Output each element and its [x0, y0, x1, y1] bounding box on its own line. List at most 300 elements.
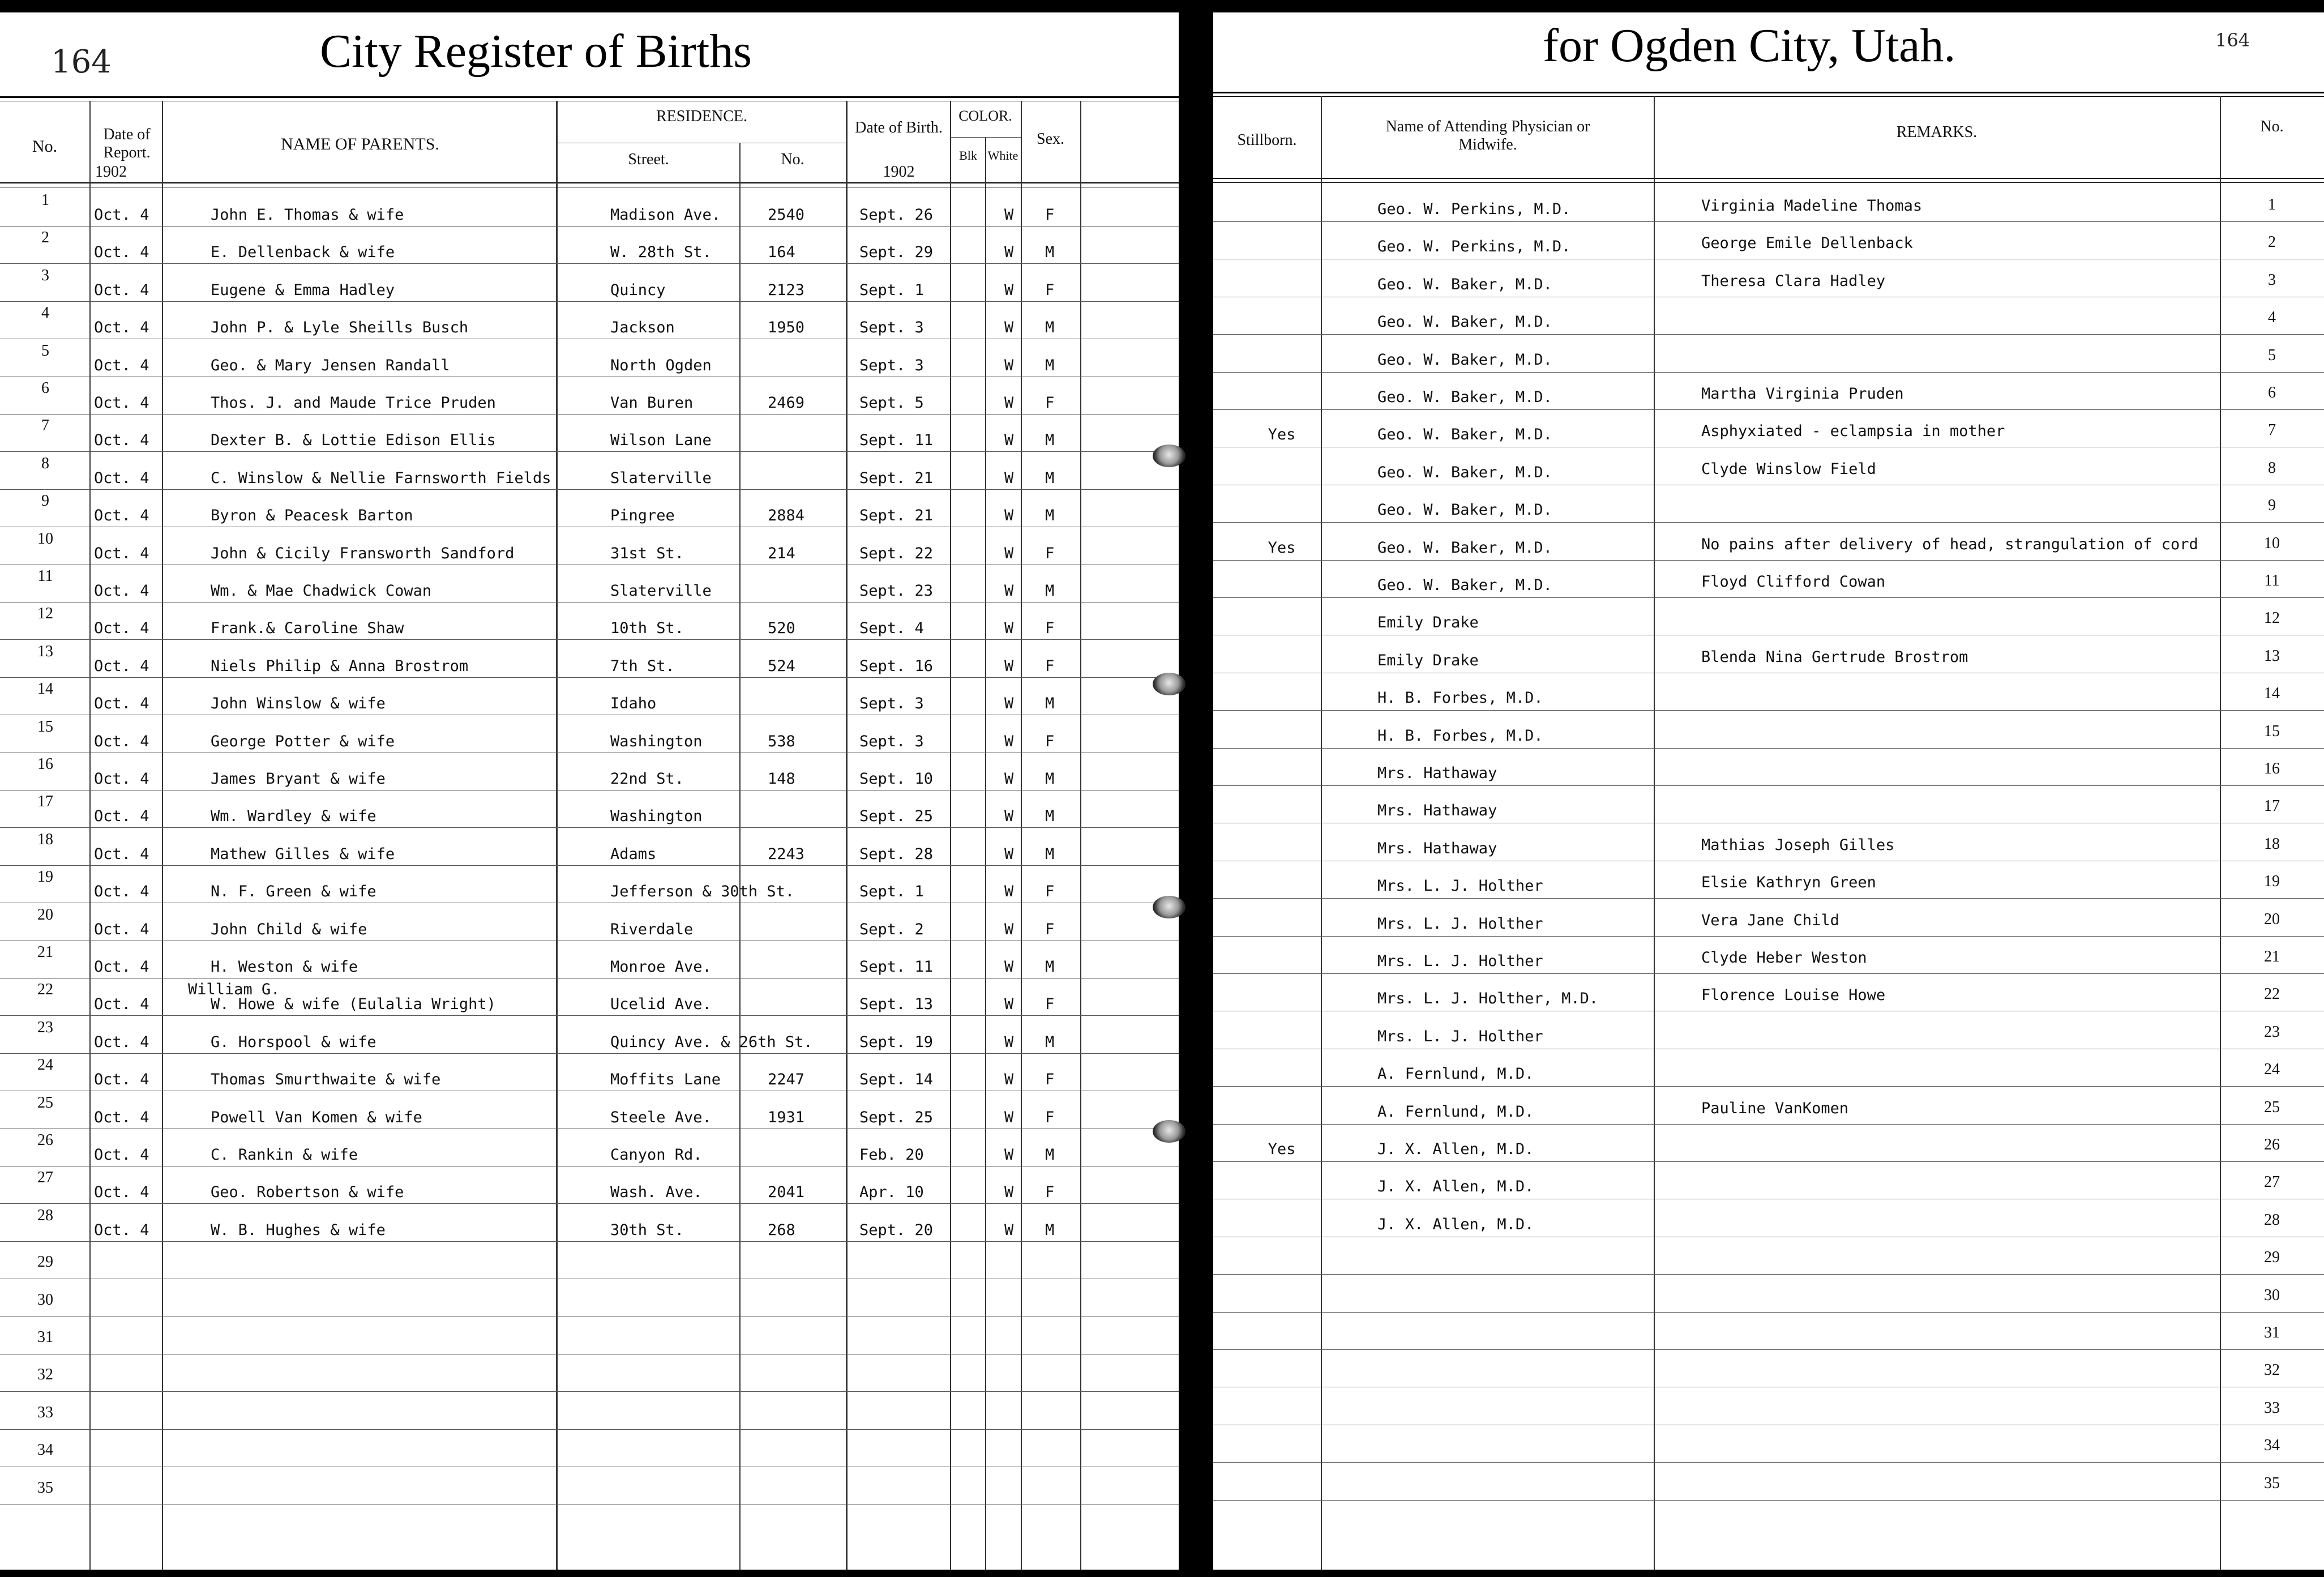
row-number: 17	[37, 793, 53, 811]
house-number: 1950	[768, 319, 805, 337]
table-row	[0, 790, 1179, 828]
table-row	[1213, 185, 2324, 222]
color-value: W	[1004, 1108, 1014, 1126]
row-number: 10	[2264, 534, 2280, 552]
color-value: W	[1004, 883, 1014, 901]
table-row	[1213, 485, 2324, 523]
row-number: 21	[2264, 948, 2280, 965]
parents-name: John P. & Lyle Sheills Busch	[211, 319, 469, 337]
birth-date: Sept. 20	[859, 1221, 934, 1239]
table-row	[0, 602, 1179, 640]
table-row	[0, 302, 1179, 339]
street: Slaterville	[610, 582, 712, 600]
remarks-text: Martha Virginia Pruden	[1701, 385, 1904, 403]
header-color: COLOR.	[958, 108, 1012, 124]
sex-value: F	[1045, 1071, 1055, 1089]
table-row	[1213, 448, 2324, 485]
table-row	[1213, 1275, 2324, 1313]
report-date: Oct. 4	[94, 695, 149, 713]
row-number: 8	[2268, 459, 2276, 477]
parents-name: N. F. Green & wife	[211, 883, 376, 901]
row-rule	[1213, 1500, 2324, 1501]
binding-hole	[1153, 673, 1185, 695]
table-row	[0, 1016, 1179, 1054]
report-date: Oct. 4	[94, 356, 149, 374]
table-row	[1213, 1162, 2324, 1199]
row-number: 25	[37, 1093, 53, 1112]
remarks-text: Mathias Joseph Gilles	[1701, 836, 1895, 854]
parents-name: John Child & wife	[211, 920, 367, 938]
table-row	[0, 340, 1179, 377]
report-date: Oct. 4	[94, 281, 149, 299]
row-number: 20	[2264, 910, 2280, 928]
row-number: 3	[2268, 271, 2276, 289]
header-bottom-rule	[0, 182, 1179, 183]
physician-name: Mrs. Hathaway	[1377, 839, 1497, 857]
color-value: W	[1004, 582, 1014, 600]
table-row	[1213, 824, 2324, 861]
parents-name: E. Dellenback & wife	[211, 243, 395, 262]
physician-name: Geo. W. Baker, M.D.	[1377, 351, 1552, 369]
report-date: Oct. 4	[94, 469, 149, 487]
sex-value: M	[1045, 507, 1055, 525]
physician-name: Geo. W. Baker, M.D.	[1377, 501, 1552, 519]
header-report-year: 1902	[95, 163, 127, 181]
row-number: 26	[37, 1131, 53, 1149]
color-value: W	[1004, 1183, 1014, 1202]
stillborn-value: Yes	[1268, 1140, 1296, 1158]
table-row	[1213, 1200, 2324, 1237]
sex-value: F	[1045, 1108, 1055, 1126]
row-number: 11	[37, 567, 53, 585]
parents-name: Powell Van Komen & wife	[211, 1108, 422, 1126]
row-number: 5	[2268, 346, 2276, 364]
row-number: 19	[2264, 873, 2280, 891]
color-value: W	[1004, 958, 1014, 976]
table-row	[1213, 786, 2324, 823]
parents-name: H. Weston & wife	[211, 958, 358, 976]
report-date: Oct. 4	[94, 1108, 149, 1126]
row-number: 19	[37, 868, 53, 886]
row-number: 26	[2264, 1136, 2280, 1153]
report-date: Oct. 4	[94, 883, 149, 901]
header-birth-year: 1902	[883, 163, 915, 181]
table-row	[0, 1280, 1179, 1317]
row-number: 4	[41, 304, 49, 322]
remarks-text: Clyde Winslow Field	[1701, 460, 1876, 478]
row-number: 11	[2264, 572, 2280, 589]
remarks-text: Elsie Kathryn Green	[1701, 874, 1876, 892]
color-value: W	[1004, 394, 1014, 412]
physician-name: Emily Drake	[1377, 651, 1479, 669]
table-row	[0, 753, 1179, 790]
row-number: 27	[2264, 1173, 2280, 1191]
row-number: 15	[37, 717, 53, 736]
sex-value: M	[1045, 1033, 1055, 1051]
parents-name: Wm. Wardley & wife	[211, 807, 376, 826]
color-value: W	[1004, 243, 1014, 262]
report-date: Oct. 4	[94, 243, 149, 262]
table-row	[1213, 1012, 2324, 1049]
table-row	[1213, 598, 2324, 635]
table-row	[0, 264, 1179, 302]
stillborn-value: Yes	[1268, 426, 1296, 444]
birth-date: Sept. 26	[859, 206, 934, 224]
street: W. 28th St.	[610, 243, 712, 262]
row-number: 14	[37, 680, 53, 698]
physician-name: Geo. W. Baker, M.D.	[1377, 275, 1552, 293]
physician-name: Geo. W. Baker, M.D.	[1377, 426, 1552, 444]
header-stillborn: Stillborn.	[1237, 131, 1297, 149]
row-number: 22	[37, 981, 53, 999]
report-date: Oct. 4	[94, 507, 149, 525]
row-number: 23	[2264, 1023, 2280, 1041]
birth-date: Sept. 11	[859, 958, 934, 976]
sex-value: F	[1045, 995, 1055, 1014]
binding-hole	[1153, 896, 1185, 918]
color-value: W	[1004, 206, 1014, 224]
color-value: W	[1004, 845, 1014, 863]
color-value: W	[1004, 356, 1014, 374]
sex-value: F	[1045, 920, 1055, 938]
parents-name: Thos. J. and Maude Trice Pruden	[211, 394, 496, 412]
physician-name: Geo. W. Perkins, M.D.	[1377, 200, 1571, 218]
report-date: Oct. 4	[94, 619, 149, 638]
birth-date: Sept. 14	[859, 1071, 934, 1089]
table-row	[0, 941, 1179, 978]
report-date: Oct. 4	[94, 1183, 149, 1202]
sex-value: F	[1045, 544, 1055, 562]
table-row	[0, 640, 1179, 678]
table-row	[1213, 523, 2324, 561]
sex-value: M	[1045, 243, 1055, 262]
report-date: Oct. 4	[94, 770, 149, 788]
birth-date: Sept. 16	[859, 657, 934, 675]
report-date: Oct. 4	[94, 845, 149, 863]
house-number: 2243	[768, 845, 805, 863]
birth-date: Sept. 25	[859, 1108, 934, 1126]
table-row	[0, 978, 1179, 1016]
table-row	[1213, 1463, 2324, 1501]
street: Washington	[610, 732, 703, 750]
sex-value: F	[1045, 883, 1055, 901]
row-number: 14	[2264, 685, 2280, 703]
header-blk: Blk	[959, 148, 977, 163]
parents-name: G. Horspool & wife	[211, 1033, 376, 1051]
table-row	[1213, 1125, 2324, 1162]
row-number: 29	[37, 1253, 53, 1271]
street: Slaterville	[610, 469, 712, 487]
report-date: Oct. 4	[94, 544, 149, 562]
street: Van Buren	[610, 394, 694, 412]
row-number: 32	[37, 1366, 53, 1384]
birth-date: Sept. 4	[859, 619, 924, 638]
remarks-text: Asphyxiated - eclampsia in mother	[1701, 422, 2005, 441]
street: Quincy Ave. & 26th St.	[610, 1033, 813, 1051]
report-date: Oct. 4	[94, 394, 149, 412]
row-number: 12	[2264, 609, 2280, 627]
physician-name: Mrs. L. J. Holther, M.D.	[1377, 990, 1599, 1008]
table-row	[0, 565, 1179, 602]
street: Quincy	[610, 281, 666, 299]
house-number: 520	[768, 619, 795, 638]
house-number: 214	[768, 544, 795, 562]
parents-name: James Bryant & wife	[211, 770, 386, 788]
table-row	[0, 1468, 1179, 1505]
row-number: 8	[41, 454, 49, 472]
header-residence: RESIDENCE.	[656, 108, 747, 125]
row-number: 10	[37, 529, 53, 548]
house-number: 538	[768, 732, 795, 750]
physician-name: J. X. Allen, M.D.	[1377, 1178, 1534, 1196]
row-number: 16	[2264, 760, 2280, 777]
sex-value: M	[1045, 356, 1055, 374]
row-number: 1	[2268, 196, 2276, 213]
birth-date: Feb. 20	[859, 1146, 924, 1164]
row-number: 34	[37, 1441, 53, 1459]
birth-date: Sept. 22	[859, 544, 934, 562]
birth-date: Sept. 3	[859, 695, 924, 713]
binding-hole	[1153, 445, 1185, 467]
color-value: W	[1004, 319, 1014, 337]
birth-date: Sept. 2	[859, 920, 924, 938]
row-number: 20	[37, 905, 53, 924]
house-number: 2540	[768, 206, 805, 224]
row-number: 22	[2264, 985, 2280, 1003]
row-number: 7	[41, 417, 49, 435]
street: Riverdale	[610, 920, 694, 938]
sex-value: M	[1045, 469, 1055, 487]
street: Monroe Ave.	[610, 958, 712, 976]
report-date: Oct. 4	[94, 732, 149, 750]
table-row	[1213, 711, 2324, 749]
birth-date: Sept. 1	[859, 883, 924, 901]
house-number: 148	[768, 770, 795, 788]
report-date: Oct. 4	[94, 582, 149, 600]
physician-name: Mrs. Hathaway	[1377, 764, 1497, 782]
street: Madison Ave.	[610, 206, 721, 224]
header-name-of-parents: NAME OF PARENTS.	[281, 135, 439, 153]
parents-name: Mathew Gilles & wife	[211, 845, 395, 863]
table-row	[0, 414, 1179, 452]
table-row	[1213, 297, 2324, 335]
street: Idaho	[610, 695, 657, 713]
table-row	[1213, 636, 2324, 673]
color-value: W	[1004, 657, 1014, 675]
parents-name: Geo. Robertson & wife	[211, 1183, 404, 1202]
physician-name: J. X. Allen, M.D.	[1377, 1140, 1534, 1158]
table-row	[0, 1317, 1179, 1354]
row-number: 18	[2264, 835, 2280, 853]
street: Adams	[610, 845, 657, 863]
parents-name: Wm. & Mae Chadwick Cowan	[211, 582, 432, 600]
color-value: W	[1004, 469, 1014, 487]
sex-value: M	[1045, 807, 1055, 826]
right-page-title: for Ogden City, Utah.	[1543, 19, 1956, 72]
parents-name: Frank.& Caroline Shaw	[211, 619, 404, 638]
birth-date: Sept. 3	[859, 319, 924, 337]
row-number: 13	[37, 642, 53, 660]
house-number: 164	[768, 243, 795, 262]
house-number: 2041	[768, 1183, 805, 1202]
house-number: 2123	[768, 281, 805, 299]
street: 10th St.	[610, 619, 684, 638]
row-number: 16	[37, 755, 53, 773]
row-number: 6	[41, 379, 49, 397]
sex-value: M	[1045, 1146, 1055, 1164]
row-number: 15	[2264, 722, 2280, 740]
table-row	[0, 1092, 1179, 1129]
table-row	[1213, 861, 2324, 899]
color-value: W	[1004, 507, 1014, 525]
table-row	[1213, 749, 2324, 786]
table-row	[0, 377, 1179, 414]
birth-date: Apr. 10	[859, 1183, 924, 1202]
parents-name: Byron & Peacesk Barton	[211, 507, 413, 525]
remarks-text: Clyde Heber Weston	[1701, 949, 1867, 967]
row-number: 5	[41, 341, 49, 360]
physician-name: A. Fernlund, M.D.	[1377, 1102, 1534, 1121]
table-row	[1213, 561, 2324, 598]
birth-date: Sept. 28	[859, 845, 934, 863]
sex-value: M	[1045, 319, 1055, 337]
table-row	[1213, 373, 2324, 410]
sex-value: F	[1045, 394, 1055, 412]
report-date: Oct. 4	[94, 657, 149, 675]
parents-name: George Potter & wife	[211, 732, 395, 750]
physician-name: Geo. W. Baker, M.D.	[1377, 576, 1552, 594]
row-number: 23	[37, 1018, 53, 1036]
color-value: W	[1004, 281, 1014, 299]
row-number: 34	[2264, 1437, 2280, 1455]
row-number: 4	[2268, 309, 2276, 327]
street: Washington	[610, 807, 703, 826]
report-date: Oct. 4	[94, 920, 149, 938]
row-number: 18	[37, 830, 53, 848]
birth-date: Sept. 5	[859, 394, 924, 412]
header-top-rule	[0, 96, 1179, 98]
table-row	[1213, 937, 2324, 974]
table-row	[1213, 974, 2324, 1011]
table-row	[0, 866, 1179, 903]
header-sex: Sex.	[1037, 130, 1064, 148]
color-value: W	[1004, 619, 1014, 638]
sex-value: F	[1045, 657, 1055, 675]
row-number: 2	[2268, 233, 2276, 251]
parents-name: Niels Philip & Anna Brostrom	[211, 657, 469, 675]
header-street: Street.	[628, 151, 669, 168]
table-row	[0, 828, 1179, 866]
row-number: 9	[2268, 497, 2276, 515]
color-value: W	[1004, 544, 1014, 562]
table-row	[0, 1392, 1179, 1430]
remarks-text: Virginia Madeline Thomas	[1701, 197, 1923, 215]
street: North Ogden	[610, 356, 712, 374]
street: Pingree	[610, 507, 675, 525]
row-number: 2	[41, 229, 49, 247]
report-date: Oct. 4	[94, 1033, 149, 1051]
row-number: 31	[37, 1328, 53, 1346]
color-value: W	[1004, 995, 1014, 1014]
table-row	[1213, 1087, 2324, 1125]
table-row	[1213, 1388, 2324, 1425]
table-row	[1213, 1237, 2324, 1275]
physician-name: Mrs. L. J. Holther	[1377, 914, 1543, 933]
row-number: 35	[37, 1478, 53, 1497]
row-number: 30	[2264, 1286, 2280, 1304]
row-number: 21	[37, 943, 53, 961]
table-row	[0, 1054, 1179, 1091]
physician-name: Mrs. L. J. Holther	[1377, 877, 1543, 895]
physician-name: Geo. W. Baker, M.D.	[1377, 388, 1552, 406]
remarks-text: Floyd Clifford Cowan	[1701, 573, 1886, 591]
right-register-page	[1213, 12, 2324, 1570]
house-number: 1931	[768, 1108, 805, 1126]
house-number: 2247	[768, 1071, 805, 1089]
row-number: 6	[2268, 384, 2276, 401]
report-date: Oct. 4	[94, 206, 149, 224]
remarks-text: Blenda Nina Gertrude Brostrom	[1701, 648, 1968, 666]
header-date-of-birth: Date of Birth.	[855, 119, 943, 136]
row-number: 25	[2264, 1098, 2280, 1116]
header-white: White	[987, 148, 1018, 163]
physician-name: J. X. Allen, M.D.	[1377, 1215, 1534, 1233]
birth-date: Sept. 25	[859, 807, 934, 826]
row-number: 9	[41, 492, 49, 510]
physician-name: Mrs. Hathaway	[1377, 802, 1497, 820]
report-date: Oct. 4	[94, 431, 149, 450]
color-value: W	[1004, 770, 1014, 788]
color-value: W	[1004, 431, 1014, 450]
physician-name: Mrs. L. J. Holther	[1377, 1027, 1543, 1045]
color-value: W	[1004, 1071, 1014, 1089]
color-value: W	[1004, 1146, 1014, 1164]
street: Moffits Lane	[610, 1071, 721, 1089]
left-register-page	[0, 12, 1179, 1570]
physician-name: Emily Drake	[1377, 614, 1479, 632]
report-date: Oct. 4	[94, 1146, 149, 1164]
remarks-text: George Emile Dellenback	[1701, 234, 1913, 253]
parents-name: C. Winslow & Nellie Farnsworth Fields	[211, 469, 551, 487]
row-number: 27	[37, 1169, 53, 1187]
row-number: 32	[2264, 1361, 2280, 1379]
physician-name: A. Fernlund, M.D.	[1377, 1065, 1534, 1083]
left-page-number: 164	[51, 44, 112, 80]
row-number: 13	[2264, 647, 2280, 665]
table-row	[0, 1354, 1179, 1392]
birth-date: Sept. 10	[859, 770, 934, 788]
house-number: 2469	[768, 394, 805, 412]
parents-name: John Winslow & wife	[211, 695, 386, 713]
table-row	[0, 904, 1179, 941]
table-row	[1213, 410, 2324, 447]
row-number: 7	[2268, 421, 2276, 439]
street: Wilson Lane	[610, 431, 712, 450]
sex-value: M	[1045, 1221, 1055, 1239]
table-row	[0, 490, 1179, 527]
row-number: 3	[41, 266, 49, 284]
physician-name: Geo. W. Perkins, M.D.	[1377, 238, 1571, 256]
parents-name: C. Rankin & wife	[211, 1146, 358, 1164]
birth-date: Sept. 23	[859, 582, 934, 600]
remarks-text: Vera Jane Child	[1701, 911, 1839, 929]
street: Canyon Rd.	[610, 1146, 703, 1164]
table-row	[1213, 335, 2324, 373]
binding-hole	[1153, 1120, 1185, 1143]
birth-date: Sept. 3	[859, 356, 924, 374]
table-row	[1213, 673, 2324, 711]
remarks-text: Theresa Clara Hadley	[1701, 272, 1886, 290]
